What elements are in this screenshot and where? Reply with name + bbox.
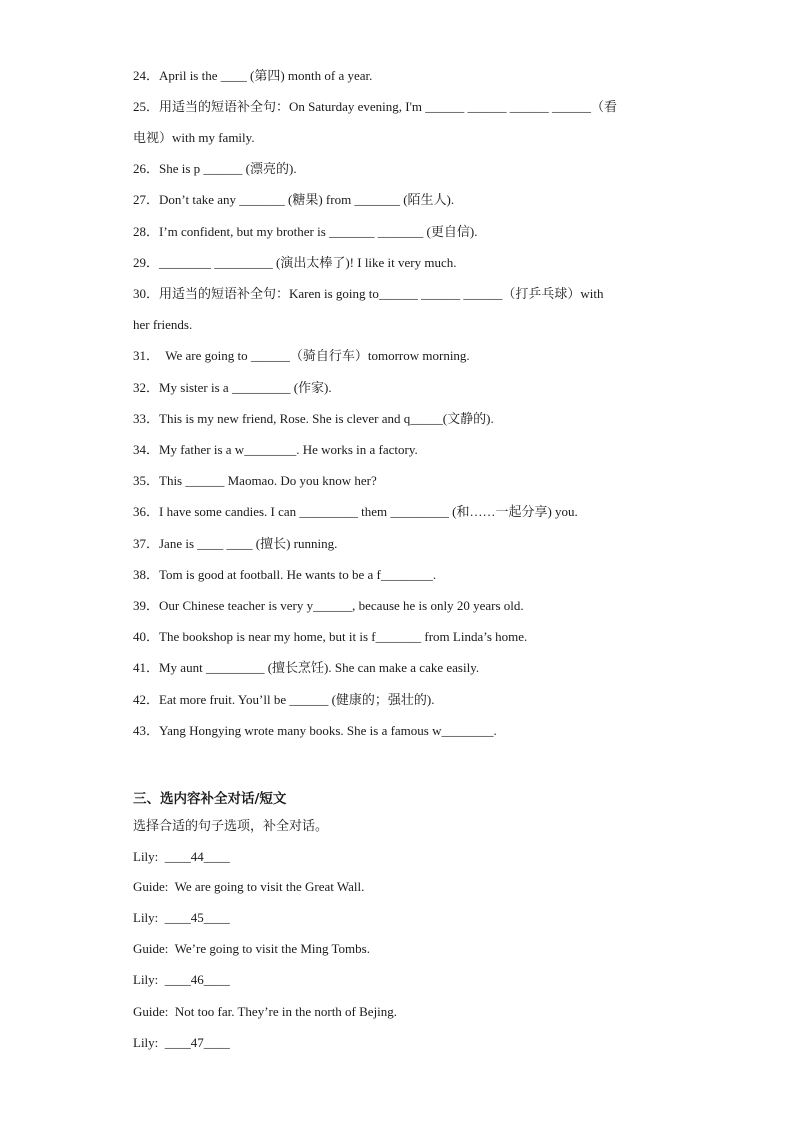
question-29: 29．________ _________ (演出太棒了)! I like it very much. — [133, 255, 457, 270]
speaker-label: Guide: — [133, 879, 169, 894]
dialogue-line-guide-2 — [133, 940, 370, 958]
dialogue-line-guide-3 — [133, 1003, 397, 1021]
dialogue-blank: ____44____ — [164, 849, 230, 864]
question-40: 40．The bookshop is near my home, but it is f_______ from Linda’s home. — [133, 629, 528, 644]
question-42: 42．Eat more fruit. You’ll be ______ (健康的；强壮的). — [133, 692, 435, 707]
question-41: 41．My aunt _________ (擅长烹饪). She can make a cake easily. — [133, 660, 480, 675]
speaker-label: Guide: — [133, 941, 169, 956]
section-instruction: 选择合适的句子选项，补全对话。 — [133, 818, 329, 833]
dialogue-blank: ____45____ — [164, 910, 230, 925]
question-24: 24．April is the ____ (第四) month of a year. — [133, 68, 373, 83]
question-32: 32．My sister is a _________ (作家). — [133, 380, 332, 395]
question-26: 26．She is p ______ (漂亮的). — [133, 161, 297, 176]
dialogue-line-lily-47 — [133, 1034, 230, 1052]
dialogue-blank: ____46____ — [164, 972, 230, 987]
speaker-label: Lily: — [133, 910, 159, 925]
question-38: 38．Tom is good at football. He wants to be a f________. — [133, 567, 437, 582]
question-25-continued: 电视）with my family. — [133, 130, 255, 145]
question-31: 31． We are going to ______（骑自行车）tomorrow morning. — [133, 348, 470, 363]
question-33: 33．This is my new friend, Rose. She is clever and q_____(文静的). — [133, 411, 494, 426]
question-35: 35．This ______ Maomao. Do you know her? — [133, 473, 377, 488]
question-36: 36．I have some candies. I can _________ them _________ (和……一起分享) you. — [133, 504, 578, 519]
section-heading: 三、选内容补全对话/短文 — [133, 791, 287, 807]
question-27: 27．Don’t take any _______ (糖果) from _______ (陌生人). — [133, 192, 455, 207]
question-34: 34．My father is a w________. He works in a factory. — [133, 442, 418, 457]
speaker-label: Lily: — [133, 1035, 159, 1050]
dialogue-blank: ____47____ — [164, 1035, 230, 1050]
question-25: 25．用适当的短语补全句：On Saturday evening, I'm ______ ______ ______ ______（看 — [133, 99, 618, 114]
question-43: 43．Yang Hongying wrote many books. She is a famous w________. — [133, 723, 497, 738]
dialogue-line-guide-1 — [133, 878, 364, 896]
question-28: 28．I’m confident, but my brother is _______ _______ (更自信). — [133, 224, 478, 239]
question-30: 30．用适当的短语补全句：Karen is going to______ ______ ______（打乒乓球）with — [133, 286, 604, 301]
dialogue-line-lily-46 — [133, 971, 230, 989]
question-37: 37．Jane is ____ ____ (擅长) running. — [133, 536, 338, 551]
dialogue-text: Not too far. They’re in the north of Bejing. — [174, 1004, 398, 1019]
speaker-label: Lily: — [133, 972, 159, 987]
dialogue-text: We’re going to visit the Ming Tombs. — [174, 941, 370, 956]
dialogue-line-lily-44 — [133, 848, 230, 866]
dialogue-text: We are going to visit the Great Wall. — [174, 879, 365, 894]
speaker-label: Lily: — [133, 849, 159, 864]
question-30-continued: her friends. — [133, 317, 193, 332]
question-39: 39．Our Chinese teacher is very y______, because he is only 20 years old. — [133, 598, 524, 613]
speaker-label: Guide: — [133, 1004, 169, 1019]
dialogue-line-lily-45 — [133, 909, 230, 927]
